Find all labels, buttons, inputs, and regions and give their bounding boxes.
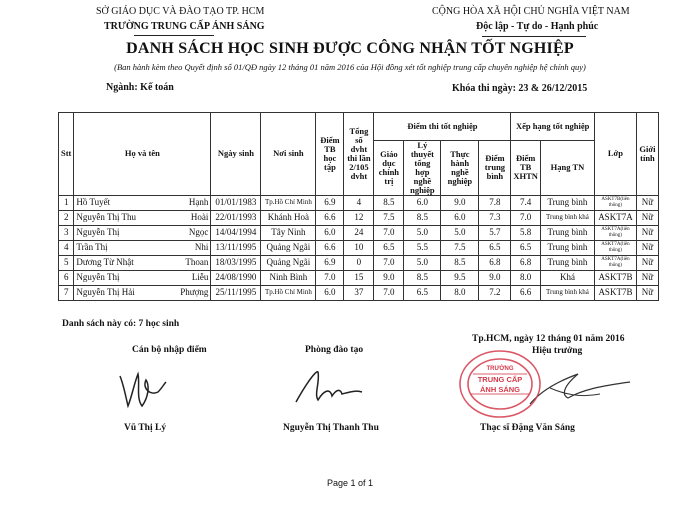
cell-dtb: 6.8 <box>479 255 511 270</box>
cell-lt: 8.5 <box>404 210 441 225</box>
cell-given-name: Liễu <box>191 271 209 282</box>
cell-lt: 5.0 <box>404 225 441 240</box>
cell-dvht: 0 <box>344 255 374 270</box>
cell-given-name: Nhi <box>194 241 209 252</box>
role-data-entry: Cán bộ nhập điểm <box>132 345 207 355</box>
cell-place: Khánh Hoà <box>261 210 316 225</box>
header-giao-duc: Giáo dục chính trị <box>374 141 404 196</box>
cell-dob: 22/01/1993 <box>211 210 261 225</box>
cell-dtb: 7.2 <box>479 285 511 300</box>
table-row <box>59 285 659 300</box>
header-tb-hoc-tap: Điểm TB học tập <box>316 113 344 196</box>
header-name: Họ và tên <box>74 113 211 196</box>
cell-name <box>74 270 211 285</box>
cell-gt: Nữ <box>636 225 658 240</box>
cell-place: Quảng Ngãi <box>261 240 316 255</box>
cell-xhtn: 5.8 <box>511 225 541 240</box>
student-count: Danh sách này có: 7 học sinh <box>62 319 180 329</box>
cell-lop: ASKT7A(liên thông) <box>594 255 636 270</box>
cell-gt: Nữ <box>636 195 658 210</box>
cell-lop: ASKT7B <box>594 270 636 285</box>
table-row <box>59 210 659 225</box>
header-gioi-tinh: Giới tính <box>636 113 658 196</box>
cell-dob: 25/11/1995 <box>211 285 261 300</box>
cell-xhtn: 7.4 <box>511 195 541 210</box>
cell-xhtn: 6.6 <box>511 285 541 300</box>
cell-hang: Trung bình <box>540 255 594 270</box>
cell-dtb: 7.3 <box>479 210 511 225</box>
cell-tb: 7.0 <box>316 270 344 285</box>
cell-dvht: 37 <box>344 285 374 300</box>
header-diem-tb: Điểm trung bình <box>479 141 511 196</box>
cell-place: Ninh Bình <box>261 270 316 285</box>
cell-stt: 1 <box>59 195 74 210</box>
cell-hang: Trung bình <box>540 195 594 210</box>
seal-text-2: TRUNG CẤP <box>477 375 523 384</box>
cell-th: 6.0 <box>441 210 479 225</box>
cell-dob: 14/04/1994 <box>211 225 261 240</box>
seal-text-3: ÁNH SÁNG <box>479 385 521 394</box>
cell-place: Tp.Hồ Chí Minh <box>261 285 316 300</box>
cell-place: Tp.Hồ Chí Minh <box>261 195 316 210</box>
document-subtitle: (Ban hành kèm theo Quyết định số 01/QĐ ngày 12 tháng 01 năm 2016 của Hội đồng xét tốt nghiệp trung cấp chuyên nghiệp hệ chính quy) <box>114 62 586 72</box>
cell-dtb: 7.8 <box>479 195 511 210</box>
cell-dob: 18/03/1995 <box>211 255 261 270</box>
cell-th: 9.0 <box>441 195 479 210</box>
cell-lt: 8.5 <box>404 270 441 285</box>
exam-dates: Khóa thi ngày: 23 & 26/12/2015 <box>452 83 588 94</box>
cell-dob: 13/11/1995 <box>211 240 261 255</box>
cell-xhtn: 8.0 <box>511 270 541 285</box>
cell-gt: Nữ <box>636 255 658 270</box>
cell-surname: Nguyễn Thị <box>76 226 120 237</box>
cell-lop: ASKT7B(liên thông) <box>594 195 636 210</box>
cell-dvht: 15 <box>344 270 374 285</box>
cell-gt: Nữ <box>636 270 658 285</box>
header-stt: Stt <box>59 113 74 196</box>
role-training-office: Phòng đào tạo <box>305 345 364 355</box>
header-tong-dvht: Tổng số dvht thi lần 2/105 dvht <box>344 113 374 196</box>
cell-tb: 6.0 <box>316 225 344 240</box>
signature-1 <box>112 366 170 416</box>
cell-dob: 01/01/1983 <box>211 195 261 210</box>
cell-tb: 6.6 <box>316 240 344 255</box>
cell-place: Tây Ninh <box>261 225 316 240</box>
school-name: TRƯỜNG TRUNG CẤP ÁNH SÁNG <box>104 21 265 32</box>
cell-lop: ASKT7A(liên thông) <box>594 240 636 255</box>
cell-given-name: Hạnh <box>188 196 209 207</box>
cell-hang: Trung bình khá <box>540 285 594 300</box>
signer-2: Nguyễn Thị Thanh Thu <box>283 423 379 433</box>
graduates-table <box>58 112 659 301</box>
cell-gt: Nữ <box>636 210 658 225</box>
divider-left <box>134 35 214 36</box>
seal-text-1: TRƯỜNG <box>486 366 514 372</box>
cell-lt: 5.0 <box>404 255 441 270</box>
signer-3: Thạc sĩ Đặng Văn Sáng <box>480 423 575 433</box>
cell-xhtn: 6.5 <box>511 240 541 255</box>
cell-hang: Trung bình <box>540 225 594 240</box>
cell-lt: 6.5 <box>404 285 441 300</box>
signature-2 <box>292 362 364 414</box>
cell-gt: Nữ <box>636 285 658 300</box>
national-title: CỘNG HÒA XÃ HỘI CHỦ NGHĨA VIỆT NAM <box>432 6 630 17</box>
cell-dvht: 12 <box>344 210 374 225</box>
header-dob: Ngày sinh <box>211 113 261 196</box>
cell-dtb: 6.5 <box>479 240 511 255</box>
document-title: DANH SÁCH HỌC SINH ĐƯỢC CÔNG NHẬN TỐT NGHIỆP <box>126 40 574 57</box>
header-diem-thi-group: Điểm thi tốt nghiệp <box>374 113 511 141</box>
cell-stt: 7 <box>59 285 74 300</box>
header-hang-tn: Hạng TN <box>540 141 594 196</box>
cell-surname: Hồ Tuyết <box>76 196 111 207</box>
cell-name <box>74 195 211 210</box>
cell-th: 7.5 <box>441 240 479 255</box>
table-row <box>59 255 659 270</box>
cell-dtb: 5.7 <box>479 225 511 240</box>
header-diem-xhtn: Điểm TB XHTN <box>511 141 541 196</box>
cell-tb: 6.9 <box>316 255 344 270</box>
cell-given-name: Hoài <box>190 211 209 222</box>
major-label: Ngành: Kế toán <box>106 82 174 93</box>
cell-lop: ASKT7B <box>594 285 636 300</box>
cell-gd: 7.0 <box>374 225 404 240</box>
cell-given-name: Phượng <box>180 286 209 297</box>
header-ly-thuyet: Lý thuyết tổng hợp nghề nghiệp <box>404 141 441 196</box>
cell-gd: 8.5 <box>374 195 404 210</box>
signer-1: Vũ Thị Lý <box>124 423 167 433</box>
cell-stt: 5 <box>59 255 74 270</box>
cell-name <box>74 210 211 225</box>
cell-dvht: 4 <box>344 195 374 210</box>
cell-hang: Trung bình khá <box>540 210 594 225</box>
divider-right <box>482 36 586 37</box>
cell-lt: 5.5 <box>404 240 441 255</box>
table-row <box>59 240 659 255</box>
cell-given-name: Ngọc <box>188 226 209 237</box>
cell-surname: Trần Thị <box>76 241 108 252</box>
cell-dob: 24/08/1990 <box>211 270 261 285</box>
cell-surname: Dương Từ Nhật <box>76 256 134 267</box>
cell-gd: 7.0 <box>374 255 404 270</box>
role-principal: Hiệu trưởng <box>532 346 583 356</box>
cell-surname: Nguyễn Thị Thu <box>76 211 137 222</box>
table-row <box>59 195 659 210</box>
cell-place: Quảng Ngãi <box>261 255 316 270</box>
cell-lop: ASKT7A(liên thông) <box>594 225 636 240</box>
cell-xhtn: 7.0 <box>511 210 541 225</box>
header-xep-hang-group: Xếp hạng tốt nghiệp <box>511 113 595 141</box>
issuer-department: SỞ GIÁO DỤC VÀ ĐÀO TẠO TP. HCM <box>96 6 265 17</box>
cell-lop: ASKT7A <box>594 210 636 225</box>
cell-stt: 4 <box>59 240 74 255</box>
cell-name <box>74 240 211 255</box>
page-number: Page 1 of 1 <box>326 478 374 488</box>
cell-gd: 7.5 <box>374 210 404 225</box>
cell-th: 9.5 <box>441 270 479 285</box>
cell-dtb: 9.0 <box>479 270 511 285</box>
cell-xhtn: 6.8 <box>511 255 541 270</box>
cell-gt: Nữ <box>636 240 658 255</box>
cell-tb: 6.9 <box>316 195 344 210</box>
table-row <box>59 225 659 240</box>
place-date: Tp.HCM, ngày 12 tháng 01 năm 2016 <box>472 334 625 344</box>
cell-given-name: Thoan <box>185 256 209 267</box>
header-birthplace: Nơi sinh <box>261 113 316 196</box>
cell-name <box>74 285 211 300</box>
cell-surname: Nguyễn Thị Hải <box>76 286 135 297</box>
national-motto: Độc lập - Tự do - Hạnh phúc <box>476 21 599 32</box>
school-seal <box>455 346 545 422</box>
cell-lt: 6.0 <box>404 195 441 210</box>
cell-gd: 6.5 <box>374 240 404 255</box>
cell-dvht: 10 <box>344 240 374 255</box>
cell-stt: 6 <box>59 270 74 285</box>
cell-hang: Khá <box>540 270 594 285</box>
cell-surname: Nguyễn Thị <box>76 271 120 282</box>
header-thuc-hanh: Thực hành nghề nghiệp <box>441 141 479 196</box>
cell-stt: 2 <box>59 210 74 225</box>
cell-th: 5.0 <box>441 225 479 240</box>
cell-name <box>74 225 211 240</box>
table-row <box>59 270 659 285</box>
cell-th: 8.0 <box>441 285 479 300</box>
header-lop: Lớp <box>594 113 636 196</box>
cell-gd: 9.0 <box>374 270 404 285</box>
cell-hang: Trung bình <box>540 240 594 255</box>
cell-tb: 6.0 <box>316 285 344 300</box>
cell-th: 8.5 <box>441 255 479 270</box>
cell-name <box>74 255 211 270</box>
cell-gd: 7.0 <box>374 285 404 300</box>
cell-dvht: 24 <box>344 225 374 240</box>
cell-stt: 3 <box>59 225 74 240</box>
cell-tb: 6.6 <box>316 210 344 225</box>
